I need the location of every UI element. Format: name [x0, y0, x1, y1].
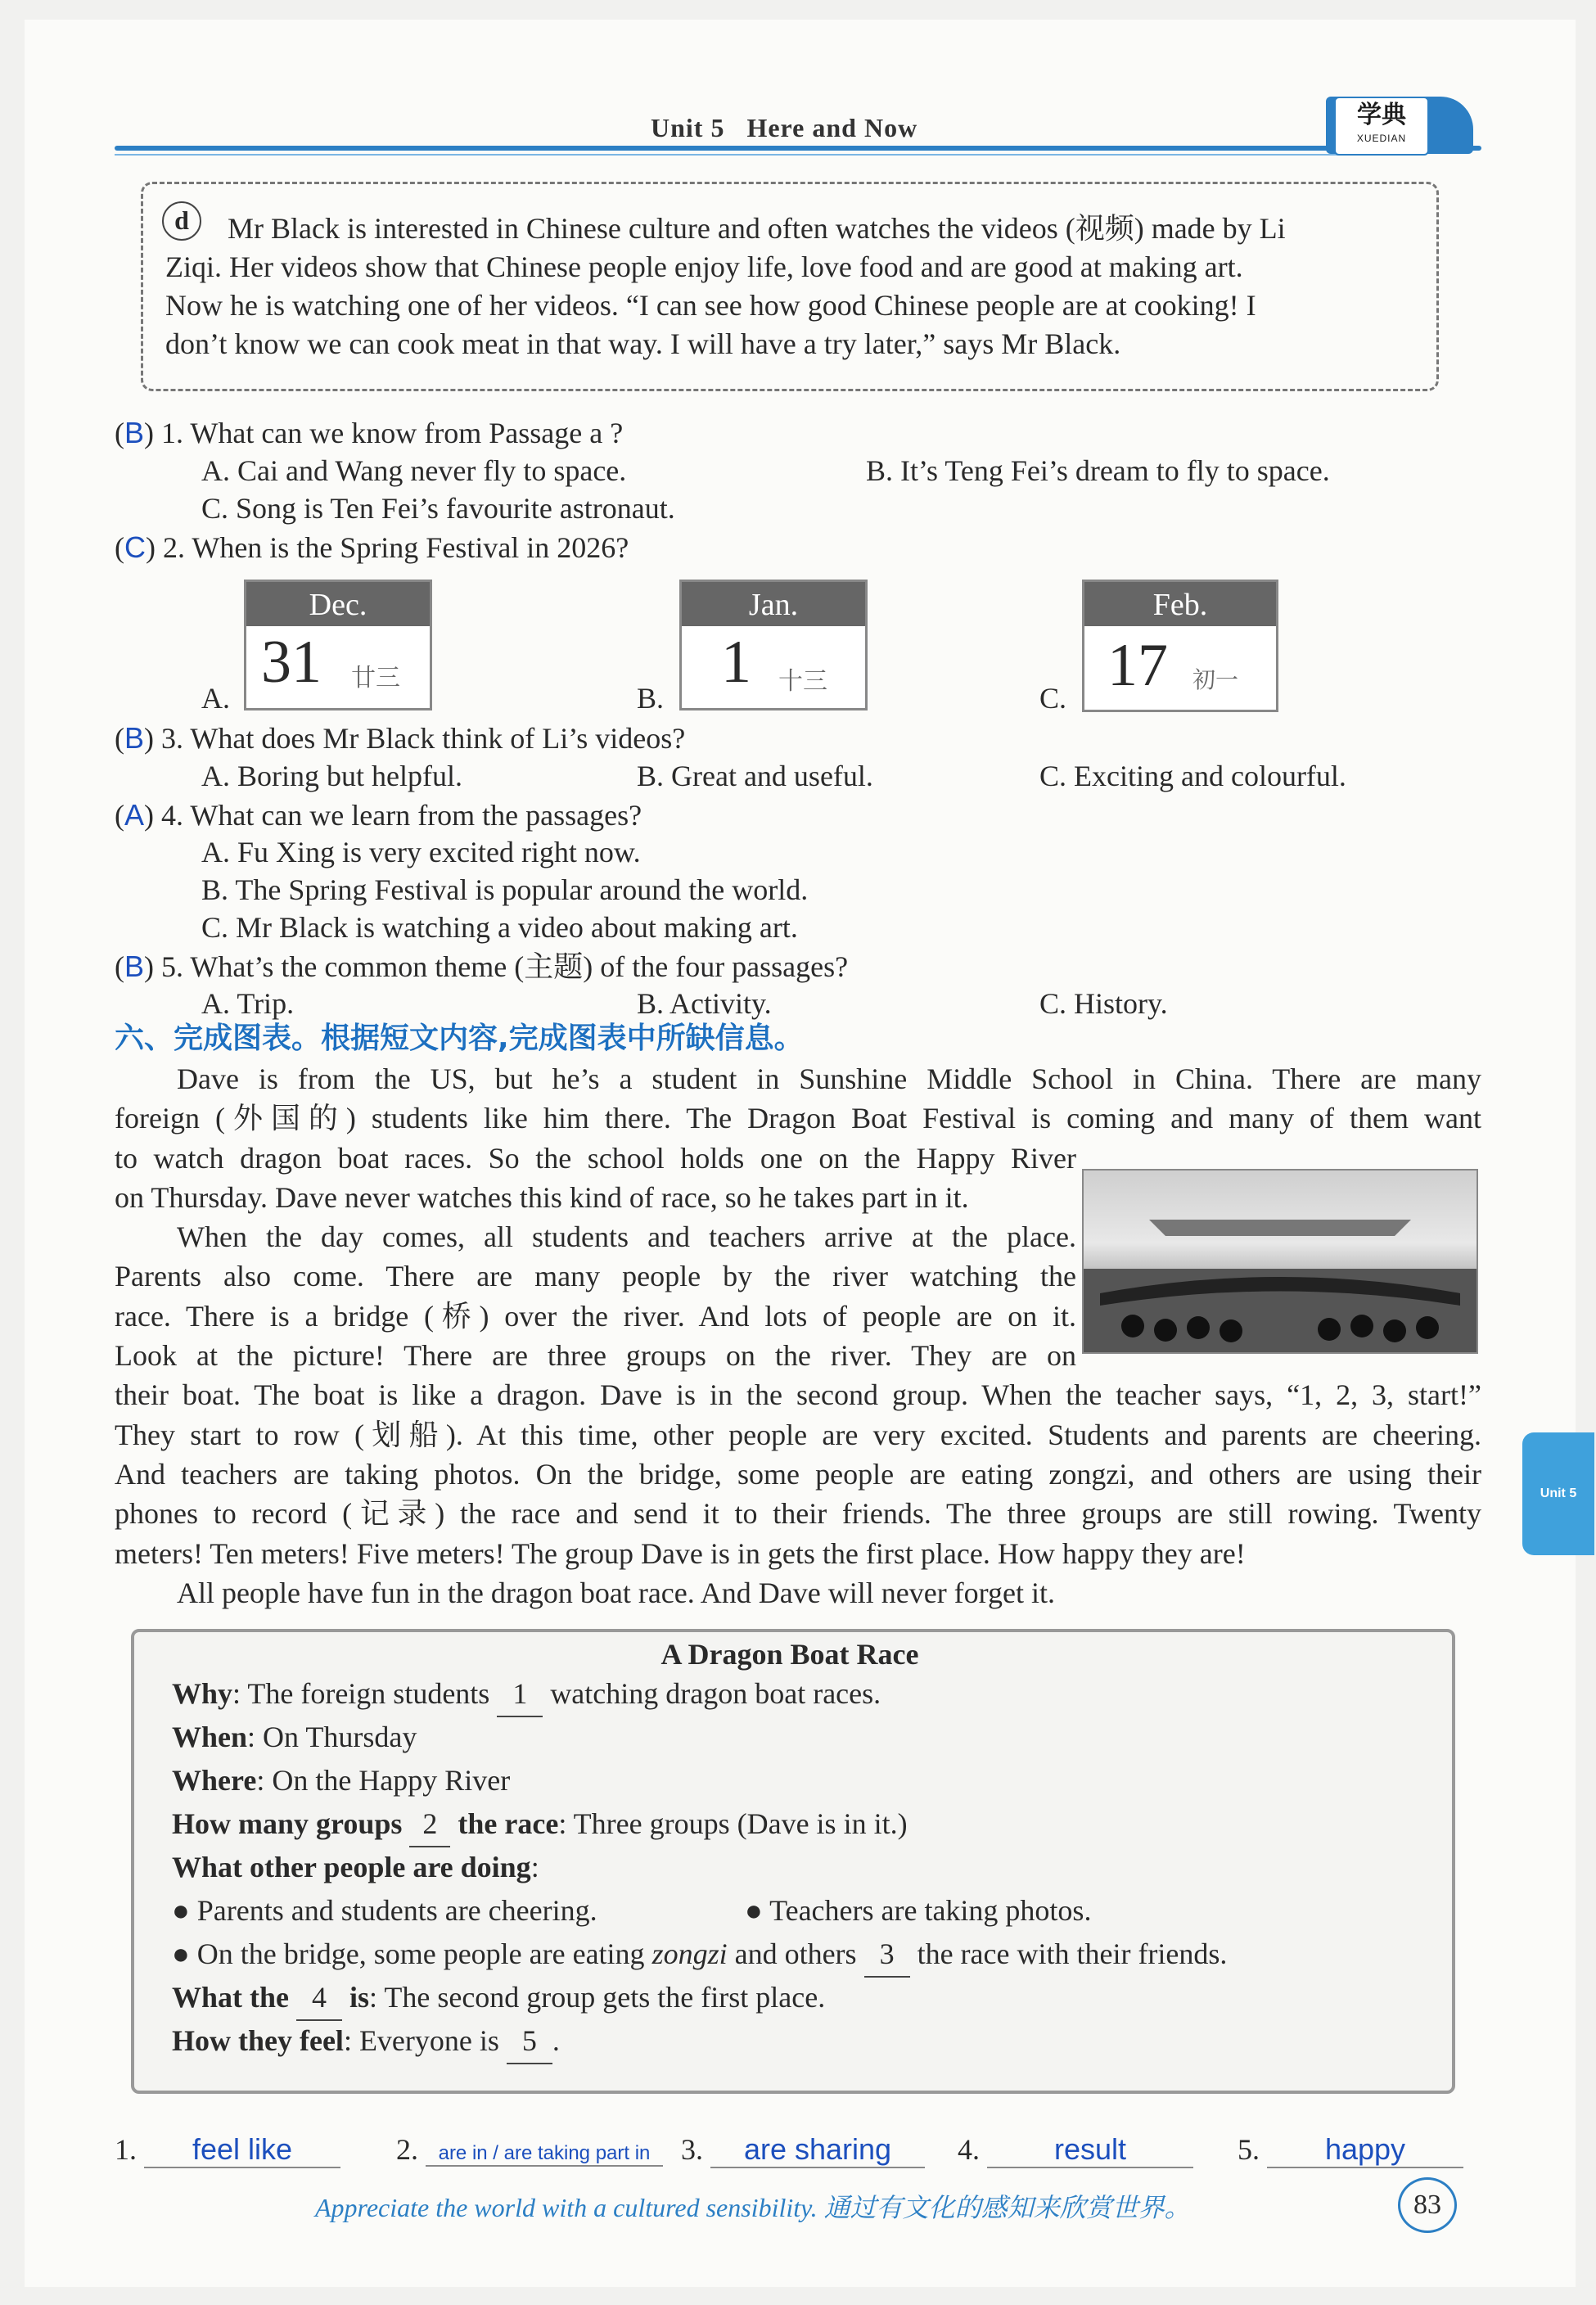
question-5 [115, 947, 848, 986]
header-rule-thin [115, 154, 1350, 156]
option: B. [637, 682, 665, 715]
text-period: . [552, 2024, 560, 2057]
option: C. History. [1039, 987, 1168, 1020]
option: B. Activity. [637, 987, 772, 1020]
text-where: : On the Happy River [256, 1764, 511, 1797]
story-line: to watch dragon boat races. So the school holds one on the Happy River [115, 1141, 1076, 1175]
story-line: race. There is a bridge (桥) over the river. And lots of people are on it. [115, 1299, 1076, 1333]
answer-mark: B [124, 416, 145, 449]
answer-bracket: (A) [115, 798, 155, 832]
story-line: meters! Ten meters! Five meters! The group Dave is in gets the first place. How happy they are! [115, 1536, 1246, 1570]
dragon-boat-photo [1082, 1169, 1478, 1354]
bullet-text: the race with their friends. [917, 1937, 1228, 1970]
bullet-dot: ● [172, 1894, 190, 1927]
answer-number: 2. [396, 2133, 418, 2166]
calendar-jan [679, 580, 868, 710]
unit-side-tab: Unit 5 [1522, 1432, 1594, 1555]
answer-mark: C [124, 530, 146, 564]
calendar-month: Dec. [246, 582, 430, 626]
text-why-b: watching dragon boat races. [550, 1677, 881, 1710]
question-text: 3. What does Mr Black think of Li’s videos? [161, 722, 686, 755]
answer-number: 3. [681, 2133, 703, 2166]
row-other [172, 1846, 539, 1889]
blank-4[interactable] [296, 1976, 342, 2021]
option: B. It’s Teng Fei’s dream to fly to space. [866, 454, 1330, 487]
calendar-month: Jan. [682, 582, 865, 626]
calendar-lunar: 十三 [778, 667, 827, 696]
text-colon: : [530, 1851, 539, 1883]
option: B. Great and useful. [637, 760, 873, 792]
option: A. Trip. [201, 987, 295, 1020]
passage-line: don’t know we can cook meat in that way. I will have a try later,” says Mr Black. [165, 327, 1121, 360]
chart-title: A Dragon Boat Race [660, 1638, 919, 1671]
text-feel: : Everyone is [343, 2024, 499, 2057]
label-when: When [172, 1721, 248, 1753]
label-groups: How many groups [172, 1807, 403, 1840]
bullet-text: Teachers are taking photos. [769, 1894, 1092, 1927]
label-race: the race [458, 1807, 559, 1840]
row-groups [172, 1802, 908, 1847]
question-3 [115, 719, 685, 758]
answer-number: 5. [1238, 2133, 1260, 2166]
calendar-day: 31 [261, 629, 322, 696]
option: A. Fu Xing is very excited right now. [201, 836, 641, 868]
answer-field[interactable]: are sharing [710, 2132, 925, 2168]
answer-field[interactable]: happy [1267, 2132, 1463, 2168]
row-bullets-right [745, 1889, 1091, 1933]
story-line: phones to record (记录) the race and send it to their friends. The three groups are still rowing. Twenty [115, 1497, 1481, 1531]
bullet-text: On the bridge, some people are eating [196, 1937, 645, 1970]
blank-number: 5 [521, 2024, 537, 2057]
story-line: And teachers are taking photos. On the bridge, some people are eating zongzi, and others are using their [115, 1457, 1481, 1491]
row-why [172, 1672, 881, 1717]
blank-number: 2 [422, 1807, 438, 1840]
blank-1[interactable] [497, 1672, 543, 1717]
footer-slogan: Appreciate the world with a cultured sensibility. 通过有文化的感知来欣赏世界。 [315, 2193, 1191, 2222]
blank-number: 4 [312, 1981, 327, 2014]
question-2 [115, 528, 629, 567]
xuedian-logo [1334, 97, 1429, 156]
blank-number: 3 [879, 1937, 895, 1970]
label-feel: How they feel [172, 2024, 344, 2057]
blank-3[interactable] [864, 1933, 910, 1978]
option: C. Song is Ten Fei’s favourite astronaut. [201, 492, 675, 525]
story-line: Dave is from the US, but he’s a student in Sunshine Middle School in China. There are many [177, 1062, 1481, 1095]
text-why-a: : The foreign students [232, 1677, 490, 1710]
answer-bracket: (C) [115, 530, 156, 564]
question-4 [115, 796, 642, 835]
text-groups: : Three groups (Dave is in it.) [558, 1807, 908, 1840]
option: C. Exciting and colourful. [1039, 760, 1346, 792]
row-when [172, 1716, 417, 1759]
option: C. Mr Black is watching a video about making art. [201, 911, 798, 944]
question-text: 2. When is the Spring Festival in 2026? [163, 531, 629, 564]
option: B. The Spring Festival is popular around the world. [201, 873, 809, 906]
answer-mark: B [124, 721, 145, 755]
story-line: their boat. The boat is like a dragon. Dave is in the second group. When the teacher says, “1, 2, 3, start!” [115, 1378, 1481, 1412]
row-bullets [172, 1889, 597, 1933]
passage-line: Now he is watching one of her videos. “I can see how good Chinese people are at cooking! I [165, 289, 1256, 322]
row-where [172, 1759, 510, 1802]
text-when: : On Thursday [247, 1721, 417, 1753]
answer-bracket: (B) [115, 721, 155, 755]
calendar-feb [1082, 580, 1278, 712]
story-line: Look at the picture! There are three groups on the river. They are on [115, 1339, 1076, 1373]
answer-mark: B [124, 950, 145, 983]
unit-title: Unit 5 Here and Now [651, 113, 918, 142]
calendar-day: 17 [1107, 632, 1168, 699]
answer-3 [681, 2132, 925, 2168]
label-why: Why [172, 1677, 233, 1710]
label-other: What other people are doing [172, 1851, 531, 1883]
logo-chinese: 学典 [1357, 101, 1406, 129]
calendar-lunar: 廿三 [351, 664, 400, 692]
blank-2[interactable] [409, 1802, 450, 1847]
logo-english: XUEDIAN [1356, 133, 1407, 144]
answer-field[interactable]: are in / are taking part in [426, 2142, 663, 2167]
passage-line: Mr Black is interested in Chinese culture and often watches the videos (视频) made by Li [228, 212, 1286, 245]
answer-4 [958, 2132, 1193, 2168]
story-line: Parents also come. There are many people by the river watching the [115, 1260, 1076, 1293]
answer-bracket: (B) [115, 950, 155, 983]
calendar-month: Feb. [1084, 582, 1276, 626]
row-bridge [172, 1933, 1227, 1978]
calendar-lunar: 初一 [1192, 666, 1239, 693]
answer-2 [396, 2132, 663, 2167]
calendar-day: 1 [721, 629, 751, 696]
option: C. [1039, 682, 1067, 715]
story-line: foreign (外国的) students like him there. The Dragon Boat Festival is coming and many of them want [115, 1102, 1481, 1135]
passage-d-text [165, 210, 1426, 363]
header-rule [115, 146, 1481, 151]
section-heading: 六、完成图表。根据短文内容,完成图表中所缺信息。 [115, 1022, 804, 1055]
option: A. Cai and Wang never fly to space. [201, 454, 627, 487]
row-result [172, 1976, 825, 2021]
passage-line: Ziqi. Her videos show that Chinese people enjoy life, love food and are good at making art. [165, 250, 1243, 283]
question-1 [115, 413, 623, 453]
row-feel [172, 2019, 560, 2064]
answer-1 [115, 2132, 340, 2168]
bullet-text: Parents and students are cheering. [196, 1894, 597, 1927]
answer-field[interactable]: feel like [144, 2132, 340, 2168]
bullet-dot: ● [745, 1894, 763, 1927]
bullet-dot: ● [172, 1937, 190, 1970]
label-whatthe: What the [172, 1981, 289, 2014]
dragon-boat-illustration [1084, 1171, 1477, 1352]
question-text: 4. What can we learn from the passages? [161, 799, 642, 832]
story-line: on Thursday. Dave never watches this kind of race, so he takes part in it. [115, 1180, 969, 1214]
answer-mark: A [124, 798, 145, 832]
answer-5 [1238, 2132, 1463, 2168]
story-line: They start to row (划船). At this time, other people are very excited. Students and parents are cheering. [115, 1418, 1481, 1451]
story-line: All people have fun in the dragon boat race. And Dave will never forget it. [177, 1576, 1055, 1609]
option: A. [201, 682, 230, 715]
label-where: Where [172, 1764, 257, 1797]
blank-5[interactable] [507, 2019, 552, 2064]
question-text: 5. What’s the common theme (主题) of the four passages? [161, 950, 849, 983]
text-result: : The second group gets the first place. [369, 1981, 826, 2014]
answer-field[interactable]: result [987, 2132, 1193, 2168]
blank-number: 1 [512, 1677, 528, 1710]
zongzi-word: zongzi [651, 1937, 728, 1970]
label-is: is [349, 1981, 370, 2014]
answer-number: 4. [958, 2133, 980, 2166]
answer-bracket: (B) [115, 416, 155, 449]
option: A. Boring but helpful. [201, 760, 462, 792]
passage-letter: d [162, 201, 201, 241]
answer-number: 1. [115, 2133, 137, 2166]
question-text: 1. What can we know from Passage a ? [161, 417, 624, 449]
story-line: When the day comes, all students and teachers arrive at the place. [177, 1220, 1076, 1254]
page-number: 83 [1398, 2177, 1457, 2233]
bullet-text: and others [734, 1937, 857, 1970]
calendar-dec [244, 580, 432, 710]
